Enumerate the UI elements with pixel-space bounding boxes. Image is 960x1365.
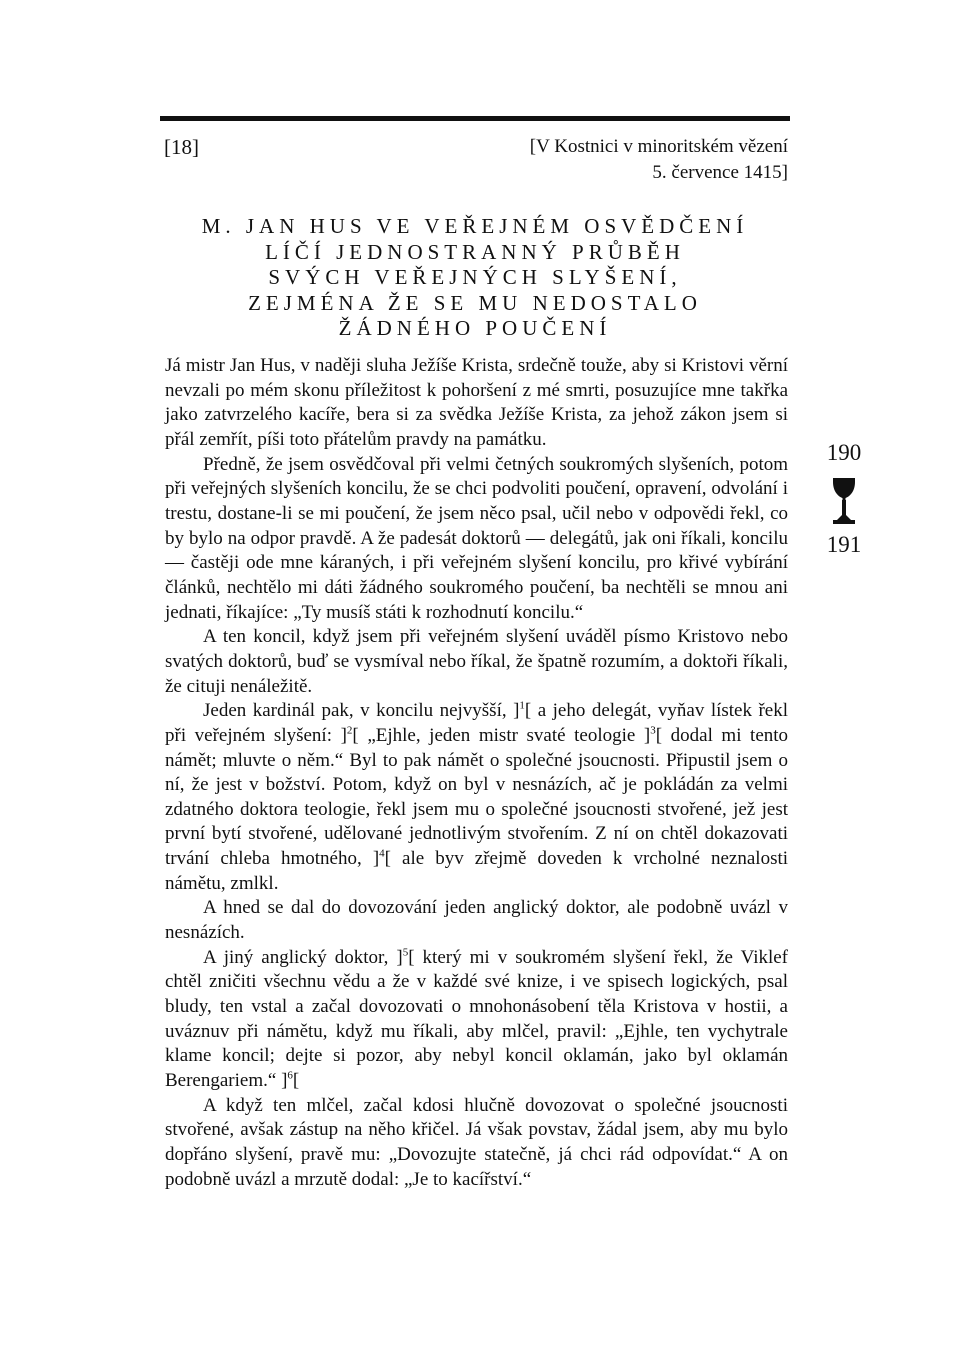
footnote-marker: ]$^4$[ <box>372 847 391 870</box>
running-head-date: 5. července 1415] <box>652 162 788 183</box>
text-run: dodal mi tento námět; mluvte o něm.“ Byl to pak námět o společné jsoucnosti. Připustil jsem o ní, že jest v božství. Potom, když on byl v nesnázích, ač je pokládán za velmi zdatného doktora teologie, řekl jsem mu o společné jsoucnosti stvořené, jež jest první bytí stvořené, udělované jednotlivým stvořením. Z ní on chtěl dokazovati trvání chleba hmotného, <box>165 724 789 870</box>
text-run: „Ejhle, jeden mistr svaté teologie <box>367 724 636 746</box>
paragraph <box>165 699 788 896</box>
running-head-location: [V Kostnici v minoritském vězení <box>529 136 788 157</box>
running-head <box>530 134 788 186</box>
heading-line: LÍČÍ JEDNOSTRANNÝ PRŮBĚH <box>265 239 685 264</box>
footnote-marker: ]$^2$[ <box>340 724 359 746</box>
margin-page-lower: 191 <box>826 532 862 557</box>
paragraph: Předně, že jsem osvědčoval při velmi četných soukromých slyšeních, potom při veřejných slyšeních koncilu, že se chci podvoliti poučení, opravení, odvolání i trestu, dostane-li se mi poučení, že jsem něco psal, učil nebo v odpovědi řekl, co by bylo na odpor pravdě. A že padesát doktorů — delegátů, jak oni říkali, koncilu — častěji ode mne káraných, i při veřejném slyšení koncilu, pro křivé vybírání článků, nechtělo mi dáti žádného soukromého poučení, ba nechtěli se mnou ani jednati, říkajíce: „Ty musíš státi k rozhodnutí koncilu.“ <box>165 453 788 623</box>
paragraph: Já mistr Jan Hus, v naději sluha Ježíše Krista, srdečně touže, aby si Kristovi věrní nevzali po mém skonu příležitost k pohoršení z mé smrti, posuzujíce mne takřka jako zatvrzelého kacíře, bera si za svědka Ježíše Krista, za jehož zákon jsem si přál zemřít, píši toto přátelům pravdy na památku. <box>165 355 788 450</box>
text-run: který mi v soukromém slyšení řekl, že Viklef chtěl zničiti všechnu vědu a že v každé své knize, i ve spisech logických, psal bludy, ten vstal a začal dovozovati o mnohonásobení těla Kristova v hostii, a uváznuv při námětu, když mu říkali, aby mlčel, pravil: „Ejhle, ten vychytrale klame koncil; dejte si pozor, aby nebyl koncil oklamán, jako byl oklamán Berengariem.“ <box>165 946 789 1092</box>
chapter-heading <box>160 214 790 342</box>
paragraph: A hned se dal do dovozování jeden anglický doktor, ale podobně uvázl v nesnázích. <box>165 897 788 944</box>
main-text <box>165 354 788 1192</box>
footnote-marker: ]$^1$[ <box>513 699 532 722</box>
text-run: Jeden kardinál pak, v koncilu nejvyšší, <box>203 700 507 722</box>
paragraph: A když ten mlčel, začal kdosi hlučně dovozovat o společné jsoucnosti stvořené, avšak zástup na něho křičel. Já však povstav, žádal jsem, aby mu bylo dopřáno slyšení, pravě mu: „Dovozujte statečně, já chci rád odpovídat.“ A on podobně uvázl a mrzutě dodal: „Je to kacířství.“ <box>165 1094 788 1190</box>
footnote-marker: ]$^3$[ <box>643 724 663 746</box>
chalice-icon <box>831 476 857 526</box>
paragraph: A ten koncil, když jsem při veřejném slyšení uváděl písmo Kristovo nebo svatých doktorů, buď se vysmíval nebo říkal, že špatně rozumím, a doktoři říkali, že cituji nenáležitě. <box>165 626 788 697</box>
text-run: ale byv zřejmě doveden k vrcholné neznalosti námětu, zmlkl. <box>165 848 789 894</box>
paragraph <box>165 946 788 1094</box>
text-run: a jeho delegát, vyňav lístek řekl při veřejném slyšení: <box>165 700 789 746</box>
margin-page-upper: 190 <box>826 440 862 465</box>
heading-line: ZEJMÉNA ŽE SE MU NEDOSTALO <box>248 290 702 315</box>
heading-line: SVÝCH VEŘEJNÝCH SLYŠENÍ, <box>268 265 682 289</box>
footnote-marker: ]$^6$[ <box>281 1069 300 1092</box>
heading-line: ŽÁDNÉHO POUČENÍ <box>338 316 612 340</box>
text-run: A jiný anglický doktor, <box>203 946 389 968</box>
header-rule <box>160 116 790 121</box>
heading-line: M. JAN HUS VE VEŘEJNÉM OSVĚDČENÍ <box>201 214 749 238</box>
margin-page-reference <box>812 440 876 558</box>
page-number: [18] <box>164 135 199 159</box>
footnote-marker: ]$^5$[ <box>396 946 415 968</box>
